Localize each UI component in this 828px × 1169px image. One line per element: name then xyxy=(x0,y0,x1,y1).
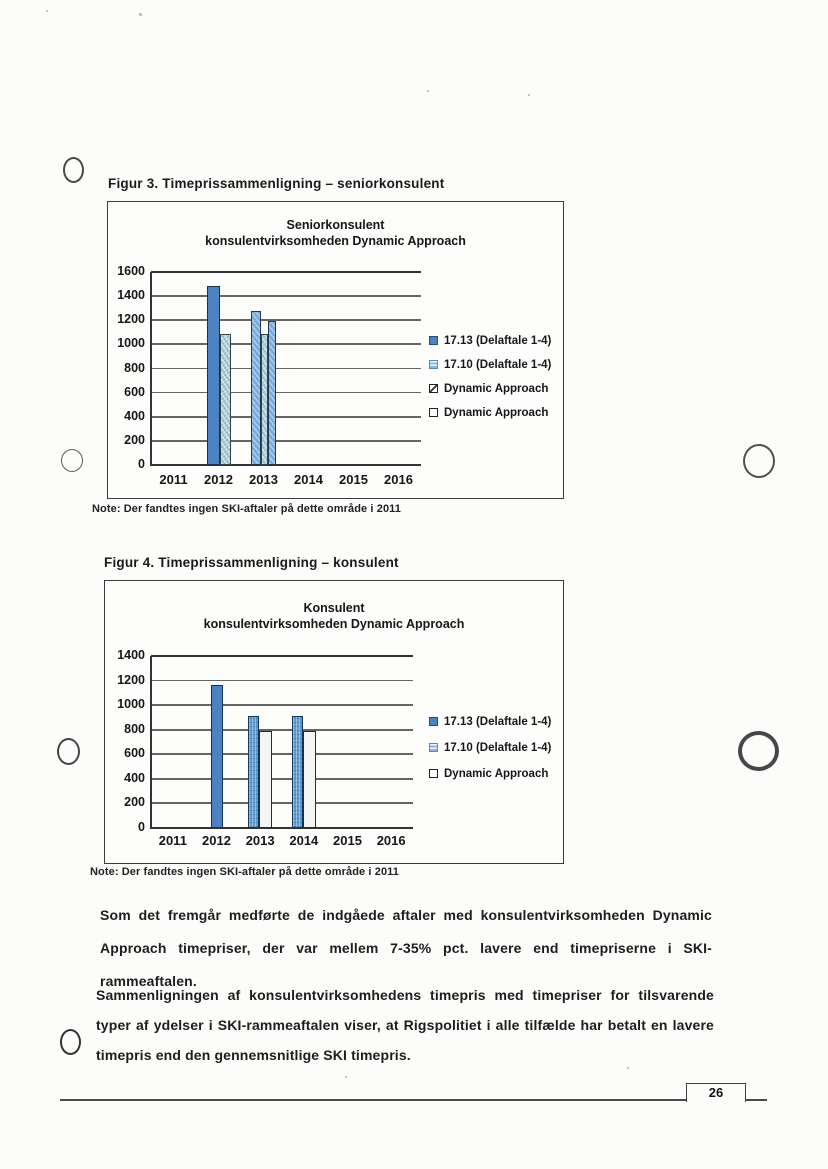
striped-blue-legend-marker xyxy=(429,743,438,752)
footer-rule xyxy=(60,1099,686,1101)
x-axis-tick-label: 2012 xyxy=(204,472,233,487)
solid-blue-legend-marker xyxy=(429,336,438,345)
x-axis-tick-label: 2016 xyxy=(384,472,413,487)
striped-blue-legend-marker xyxy=(429,360,438,369)
bar xyxy=(207,286,220,465)
legend-item xyxy=(429,383,548,395)
y-axis-tick-label: 1400 xyxy=(117,648,145,662)
body-paragraph-1: Som det fremgår medførte de indgåede aftaler med konsulentvirksomheden Dynamic Approach timepriser, der var mellem 7-35% pct. lavere end timepriserne i SKI-rammeaftalen. xyxy=(100,907,712,989)
y-axis-tick-label: 600 xyxy=(124,384,145,399)
gridline xyxy=(151,271,421,273)
gridline xyxy=(151,295,421,297)
x-axis-tick-label: 2011 xyxy=(158,833,187,848)
scan-speck xyxy=(46,10,48,12)
y-axis-tick-label: 1000 xyxy=(117,697,145,712)
bar xyxy=(211,685,223,828)
x-axis-tick-label: 2013 xyxy=(249,472,278,487)
solid-blue-legend-marker xyxy=(429,717,438,726)
x-axis-tick-label: 2012 xyxy=(202,833,231,848)
legend-item xyxy=(429,768,548,780)
gridline xyxy=(151,729,413,731)
white-outline-legend-marker xyxy=(429,769,438,778)
legend-label: Dynamic Approach xyxy=(444,768,549,780)
y-axis-tick-label: 200 xyxy=(124,432,145,447)
gridline xyxy=(151,368,421,370)
punch-hole-mark xyxy=(57,738,80,765)
gridline xyxy=(151,319,421,321)
y-axis-line xyxy=(150,272,152,466)
chart-plot-area xyxy=(105,581,563,863)
y-axis-tick-label: 600 xyxy=(124,746,145,761)
x-axis-tick-label: 2013 xyxy=(245,833,275,848)
figure-4-heading: Figur 4. Timeprissammenligning – konsulent xyxy=(104,555,399,570)
y-axis-tick-label: 0 xyxy=(138,820,145,834)
footer-rule-stub xyxy=(745,1099,767,1101)
y-axis-tick-label: 0 xyxy=(138,457,145,471)
gridline xyxy=(151,827,413,829)
legend-item xyxy=(429,742,551,754)
y-axis-tick-label: 400 xyxy=(124,770,145,785)
page-number: 26 xyxy=(708,1085,724,1100)
scan-speck xyxy=(139,13,142,16)
legend-item xyxy=(429,359,551,371)
gridline xyxy=(151,440,421,442)
gridline xyxy=(151,753,413,755)
y-axis-line xyxy=(150,656,152,829)
x-axis-tick-label: 2014 xyxy=(289,833,319,848)
gridline xyxy=(151,704,413,706)
body-paragraph-2: Sammenligningen af konsulentvirksomhedens timepris med timepriser for tilsvarende typer af ydelser i SKI-rammeaftalen viser, at Rigspolitiet i alle tilfælde har betalt en lavere timepris end den gennemsnitlige SKI timepris. xyxy=(96,987,714,1063)
gridline xyxy=(151,802,413,804)
chart-plot-area xyxy=(108,202,563,498)
y-axis-tick-label: 400 xyxy=(124,408,145,423)
gridline xyxy=(151,416,421,418)
figure-3-heading: Figur 3. Timeprissammenligning – seniorkonsulent xyxy=(108,176,445,191)
legend-item xyxy=(429,716,551,728)
figure-4-chart xyxy=(104,580,564,864)
y-axis-tick-label: 1400 xyxy=(117,288,145,303)
bar xyxy=(292,716,303,828)
legend-label: 17.13 (Delaftale 1-4) xyxy=(444,335,552,347)
bar xyxy=(259,731,272,828)
figure-4-note: Note: Der fandtes ingen SKI-aftaler på dette område i 2011 xyxy=(90,866,399,878)
bar xyxy=(248,716,259,828)
y-axis-tick-label: 1200 xyxy=(117,312,145,327)
legend-label: 17.10 (Delaftale 1-4) xyxy=(444,742,552,754)
chart-title-line2: konsulentvirksomheden Dynamic Approach xyxy=(203,617,465,631)
y-axis-tick-label: 1000 xyxy=(117,336,145,351)
punch-hole-mark xyxy=(61,449,83,472)
gridline xyxy=(151,464,421,466)
punch-hole-mark xyxy=(60,1029,81,1055)
punch-hole-mark xyxy=(63,157,84,183)
x-axis-tick-label: 2015 xyxy=(333,833,362,848)
punch-hole-mark xyxy=(738,731,779,771)
page-number-tab xyxy=(686,1083,746,1102)
y-axis-tick-label: 1600 xyxy=(117,264,145,278)
x-axis-tick-label: 2015 xyxy=(339,472,368,487)
x-axis-tick-label: 2016 xyxy=(376,833,406,848)
scan-speck xyxy=(528,94,530,96)
punch-hole-mark xyxy=(743,444,775,478)
scan-speck xyxy=(427,90,429,92)
legend-label: 17.10 (Delaftale 1-4) xyxy=(444,359,552,371)
scan-speck xyxy=(345,1076,347,1078)
legend-item xyxy=(429,407,548,419)
x-axis-tick-label: 2014 xyxy=(294,472,323,487)
y-axis-tick-label: 1200 xyxy=(117,672,145,687)
white-outline-legend-marker xyxy=(429,408,438,417)
gridline xyxy=(151,392,421,394)
y-axis-tick-label: 200 xyxy=(124,795,145,810)
gridline xyxy=(151,343,421,345)
chart-title-line2: konsulentvirksomheden Dynamic Approach xyxy=(205,234,466,248)
dark-hatch-legend-marker xyxy=(429,384,438,393)
chart-title-line1: Seniorkonsulent xyxy=(286,218,385,232)
gridline xyxy=(151,680,413,682)
legend-label: 17.13 (Delaftale 1-4) xyxy=(444,716,552,728)
legend-label: Dynamic Approach xyxy=(444,383,549,395)
legend-label: Dynamic Approach xyxy=(444,407,549,419)
chart-title-line1: Konsulent xyxy=(303,601,365,615)
bar xyxy=(261,334,268,465)
y-axis-tick-label: 800 xyxy=(124,721,145,736)
bar xyxy=(303,731,316,828)
x-axis-tick-label: 2011 xyxy=(159,472,188,487)
legend-item xyxy=(429,335,551,347)
y-axis-tick-label: 800 xyxy=(124,360,145,375)
gridline xyxy=(151,655,413,657)
bar xyxy=(268,321,276,465)
figure-3-chart xyxy=(107,201,564,499)
bar xyxy=(220,334,231,465)
figure-3-note: Note: Der fandtes ingen SKI-aftaler på dette område i 2011 xyxy=(92,503,401,515)
gridline xyxy=(151,778,413,780)
bar xyxy=(251,311,261,465)
